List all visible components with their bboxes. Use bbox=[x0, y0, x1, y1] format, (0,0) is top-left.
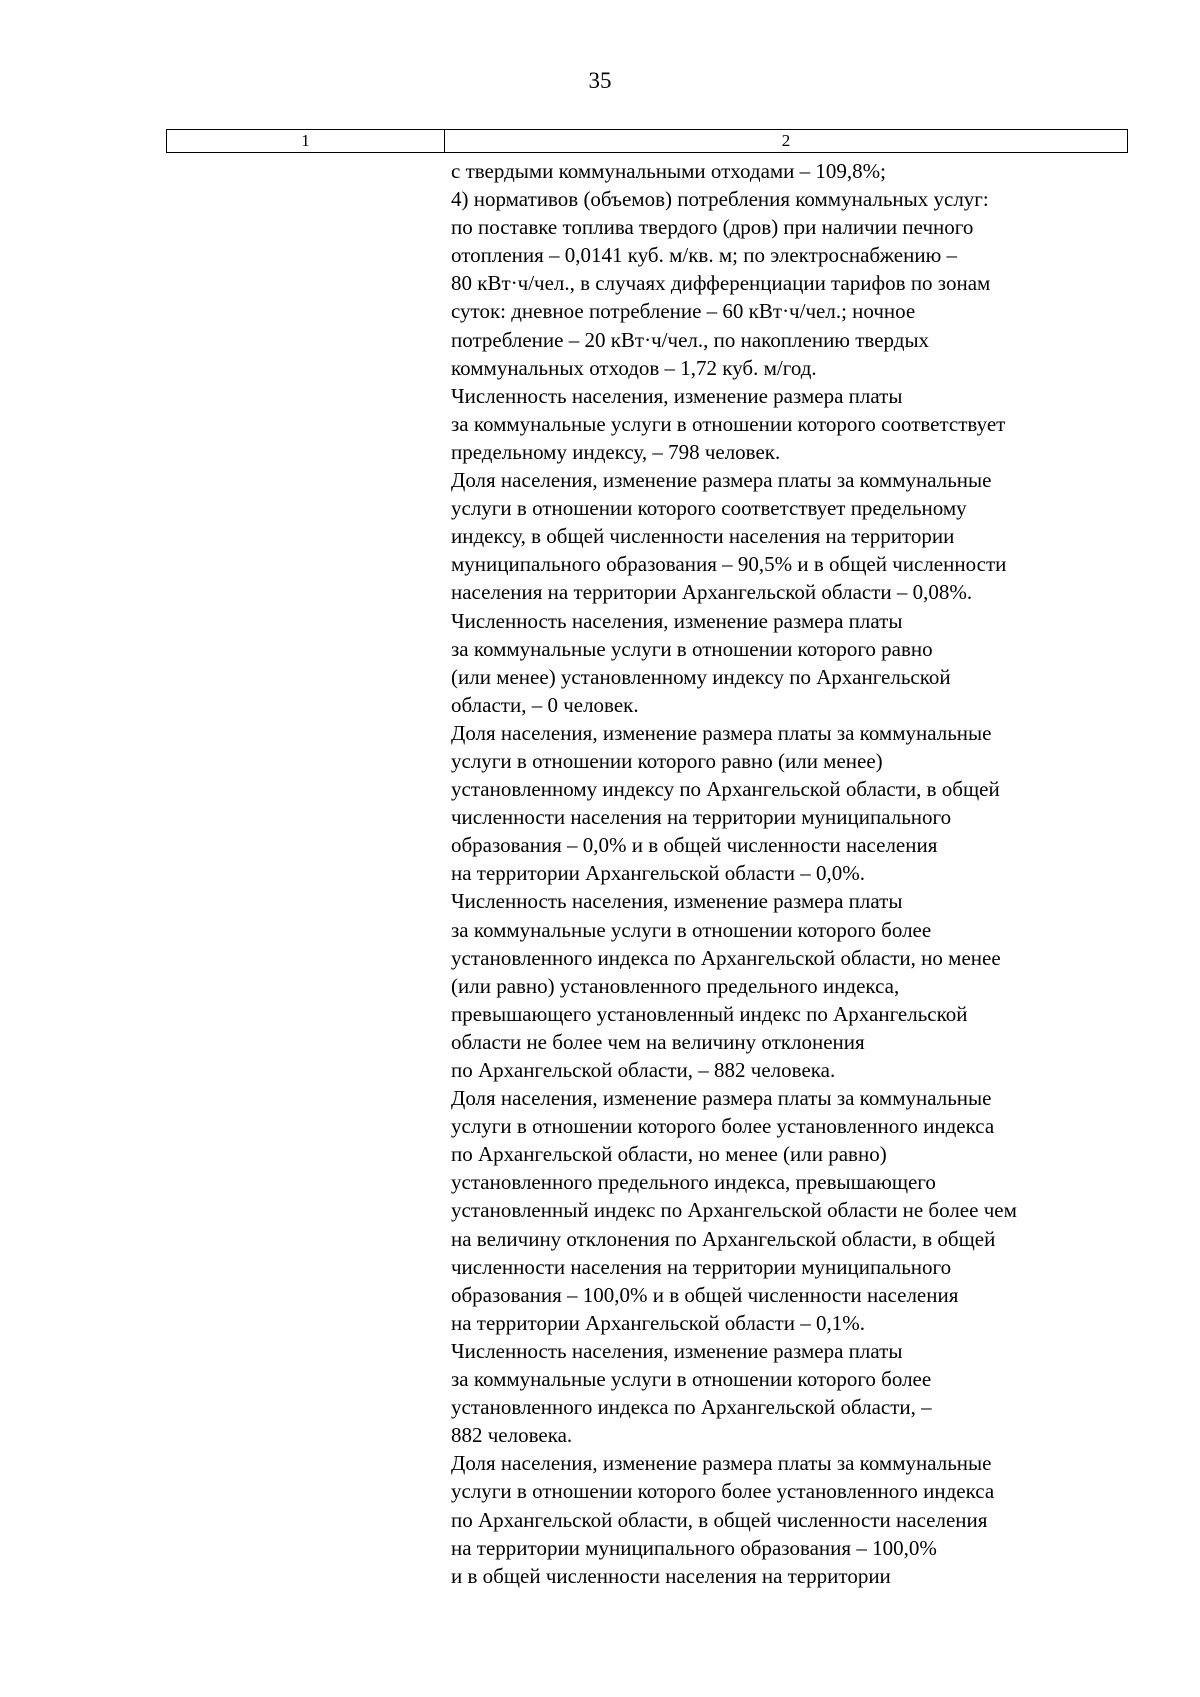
table-cell-column-2-text bbox=[451, 157, 1131, 1590]
text-line: отопления – 0,0141 куб. м/кв. м; по электроснабжению – bbox=[451, 243, 958, 268]
text-line: установленный индекс по Архангельской области не более чем bbox=[451, 1198, 1017, 1223]
text-line: на территории Архангельской области – 0,1%. bbox=[451, 1310, 865, 1335]
text-line: услуги в отношении которого более установленного индекса bbox=[451, 1479, 995, 1504]
text-line: на территории муниципального образования – 100,0% bbox=[451, 1535, 937, 1560]
text-line: 882 человека. bbox=[451, 1423, 573, 1448]
text-line: Численность населения, изменение размера платы bbox=[451, 608, 903, 633]
text-line: с твердыми коммунальными отходами – 109,8%; bbox=[451, 159, 887, 183]
text-line: по поставке топлива твердого (дров) при наличии печного bbox=[451, 215, 974, 240]
text-line: населения на территории Архангельской области – 0,08%. bbox=[451, 580, 973, 605]
text-line: индексу, в общей численности населения на территории bbox=[451, 524, 955, 549]
text-line: Численность населения, изменение размера платы bbox=[451, 383, 903, 408]
text-line: и в общей численности населения на территории bbox=[451, 1563, 891, 1588]
text-line: (или равно) установленного предельного индекса, bbox=[451, 973, 900, 998]
text-line: превышающего установленный индекс по Архангельской bbox=[451, 1001, 968, 1026]
text-line: предельному индексу, – 798 человек. bbox=[451, 439, 781, 464]
text-line: установленного предельного индекса, превышающего bbox=[451, 1170, 936, 1195]
text-line: образования – 0,0% и в общей численности населения bbox=[451, 833, 938, 858]
text-line: Численность населения, изменение размера платы bbox=[451, 1338, 903, 1363]
table-header-column-1: 1 bbox=[167, 130, 445, 152]
text-line: Доля населения, изменение размера платы за коммунальные bbox=[451, 1086, 992, 1111]
text-line: Доля населения, изменение размера платы за коммунальные bbox=[451, 1451, 992, 1476]
text-line: образования – 100,0% и в общей численности населения bbox=[451, 1282, 959, 1307]
text-line: по Архангельской области, – 882 человека. bbox=[451, 1058, 836, 1082]
text-line: (или менее) установленному индексу по Архангельской bbox=[451, 664, 951, 689]
text-line: за коммунальные услуги в отношении которого соответствует bbox=[451, 411, 1006, 436]
text-line: 4) нормативов (объемов) потребления коммунальных услуг: bbox=[451, 187, 989, 212]
text-line: на территории Архангельской области – 0,0%. bbox=[451, 861, 865, 886]
text-line: суток: дневное потребление – 60 кВт·ч/чел.; ночное bbox=[451, 299, 916, 324]
text-line: области, – 0 человек. bbox=[451, 692, 639, 717]
text-line: за коммунальные услуги в отношении которого более bbox=[451, 1367, 932, 1392]
text-line: за коммунальные услуги в отношении которого более bbox=[451, 917, 932, 942]
text-line: услуги в отношении которого соответствует предельному bbox=[451, 496, 967, 521]
text-line: области не более чем на величину отклонения bbox=[451, 1029, 865, 1054]
text-line: численности населения на территории муниципального bbox=[451, 1254, 952, 1279]
text-line: потребление – 20 кВт·ч/чел., по накоплению твердых bbox=[451, 327, 930, 352]
text-line: Доля населения, изменение размера платы за коммунальные bbox=[451, 468, 992, 493]
page-number: 35 bbox=[588, 68, 612, 93]
text-line: на величину отклонения по Архангельской области, в общей bbox=[451, 1226, 996, 1251]
text-line: 80 кВт·ч/чел., в случаях дифференциации тарифов по зонам bbox=[451, 271, 991, 296]
table-header-column-2: 2 bbox=[781, 131, 791, 150]
text-line: установленного индекса по Архангельской области, но менее bbox=[451, 945, 1001, 970]
text-line: за коммунальные услуги в отношении которого равно bbox=[451, 636, 933, 661]
text-line: численности населения на территории муниципального bbox=[451, 805, 952, 830]
table-header-row bbox=[166, 129, 1128, 153]
text-line: коммунальных отходов – 1,72 куб. м/год. bbox=[451, 355, 817, 380]
text-line: по Архангельской области, в общей численности населения bbox=[451, 1507, 988, 1532]
text-line: установленного индекса по Архангельской области, – bbox=[451, 1395, 932, 1420]
text-line: Доля населения, изменение размера платы за коммунальные bbox=[451, 720, 992, 745]
text-line: по Архангельской области, но менее (или равно) bbox=[451, 1142, 887, 1167]
text-line: установленному индексу по Архангельской области, в общей bbox=[451, 777, 1000, 802]
text-line: Численность населения, изменение размера платы bbox=[451, 889, 903, 914]
text-line: муниципального образования – 90,5% и в общей численности bbox=[451, 552, 1007, 577]
text-line: услуги в отношении которого равно (или менее) bbox=[451, 748, 883, 773]
text-line: услуги в отношении которого более установленного индекса bbox=[451, 1114, 995, 1139]
